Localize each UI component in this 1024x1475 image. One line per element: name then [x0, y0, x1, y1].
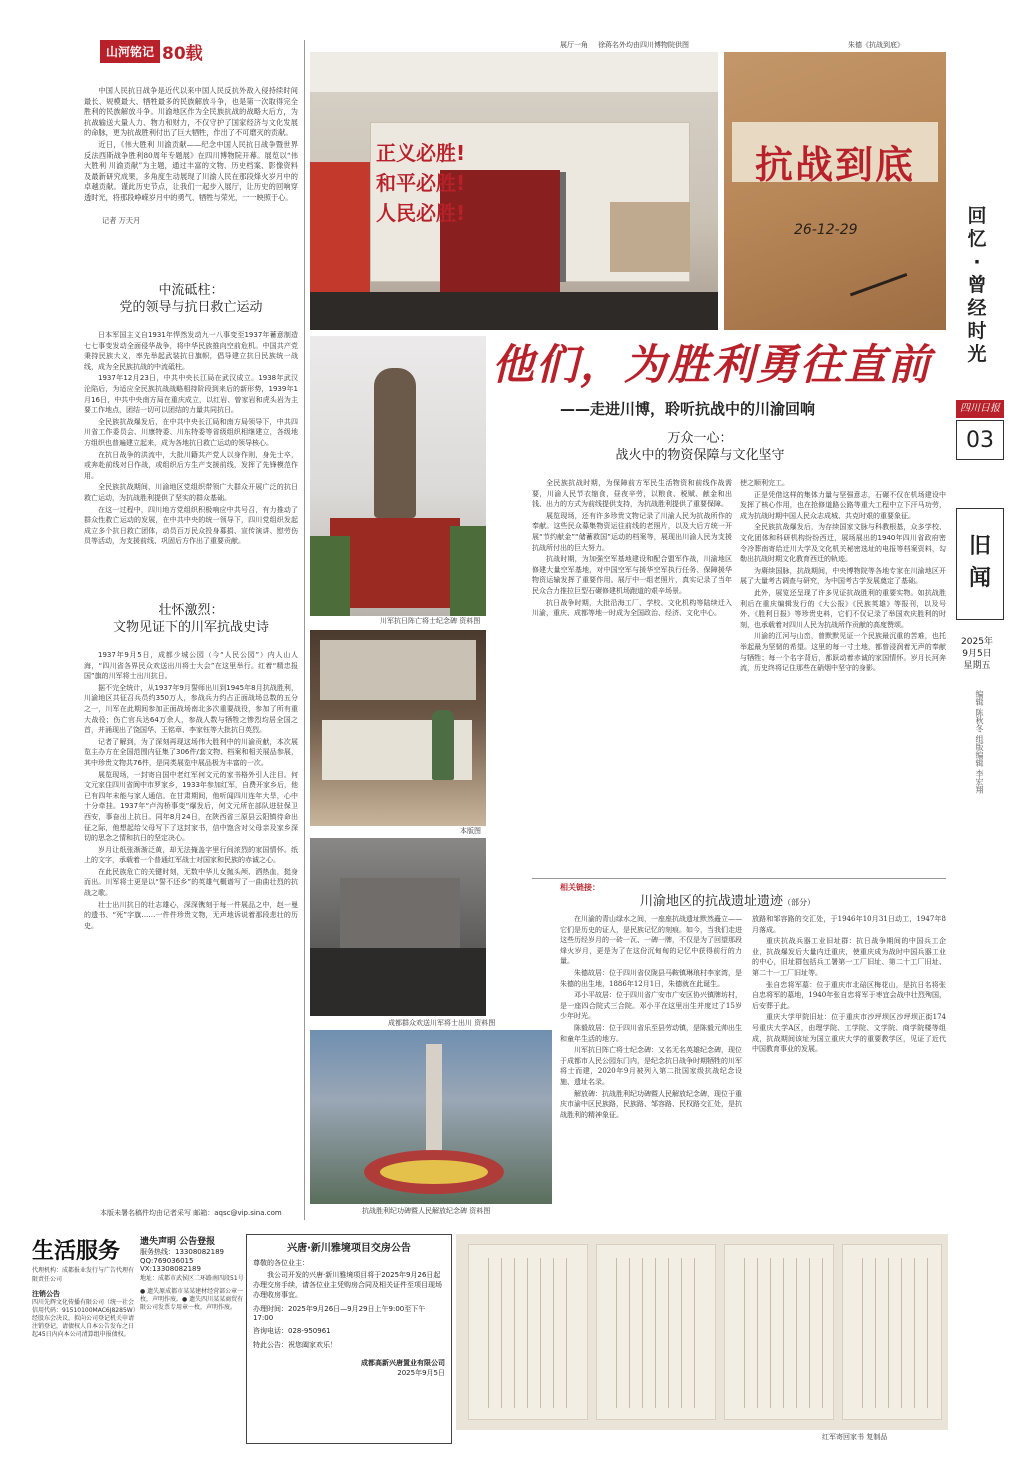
statue-caption: 川军抗日阵亡将士纪念碑 资料图: [380, 617, 481, 625]
announcement-greeting: 尊敬的各位业主：: [253, 1259, 309, 1267]
section3-paragraph: 抗日战争时期，大批沿海工厂、学校、文化机构等陆续迁入川渝，重庆、成都等地一时成为全国政治、经济、文化中心。: [532, 598, 732, 618]
statue-photo: [310, 336, 486, 616]
page-footnote: 本版未署名稿件均由记者采写 邮箱：aqsc@vip.sina.com: [100, 1209, 282, 1217]
section1-paragraph: 全民族抗战期间，川渝地区党组织带领广大群众开展广泛的抗日救亡运动，为抗战胜利提供了坚实的群众基础。: [84, 483, 298, 502]
announcement-title: 兴唐·新川雅境项目交房公告: [287, 1243, 411, 1254]
section2-paragraph: 在此民族危亡的关键时刻，无数中华儿女抛头颅、洒热血，挺身而出。川军将士更是以“誓不还乡”的英雄气概谱写了一曲曲壮烈的抗战之歌。: [84, 867, 298, 898]
section1-paragraph: 全民族抗战爆发后，在中共中央长江局和南方局领导下，中共四川省工作委员会、川康特委、川东特委等省级组织相继建立，各级地方组织也普遍建立起来，成为各地抗日救亡运动的领导核心。: [84, 417, 298, 447]
section2-paragraph: 展览现场，一封寄自国中老红军何文元的家书格外引人注目。何文元家住四川省阆中市罗家乡，1933年参加红军，自费开家乡后，他已有四年未能与家人通信。在甘肃期间，他听闻四川连年大旱，心中十分牵挂。1937年“卢沟桥事变”爆发后，何文元所在部队进驻保卫西安，事奋出上抗日。同年8月24日，在陕西省三原县云阳镇待命出征之际，他想起给父母写下了这封家书，信中饱含对父母亲及家乡深切的思念之情和抗日的坚定决心。: [84, 770, 298, 843]
rail-title-char: 经: [967, 297, 987, 319]
classifieds-phone-row: 服务热线：13308082189: [140, 1248, 224, 1256]
housing-announcement: [246, 1234, 452, 1444]
hall-sign-line: 正义必胜!: [376, 141, 466, 165]
museum-interior-photo: [310, 630, 486, 826]
links-col2: [752, 914, 946, 1056]
links-title-row: [640, 890, 815, 909]
section3-paragraph: 使之顺利完工。: [740, 479, 789, 487]
announcement-company: 成都高新兴唐置业有限公司: [361, 1359, 445, 1367]
rail-title-char: 忆: [967, 228, 987, 250]
links-paragraph: 重庆大学甲院旧址：位于重庆市沙坪坝区沙坪坝正街174号重庆大学A区，由理学院、工学院、文学院、商学院楼等组成，抗战期间该址为国立重庆大学的重要教学区，见证了近代中国教育事业的发展。: [752, 1013, 946, 1054]
section-divider: [532, 878, 946, 879]
top-right-caption: 朱德《抗战到底》: [848, 41, 904, 49]
section1-text: [84, 330, 298, 548]
rail-title-char: 回: [967, 205, 987, 227]
section3-heading: [600, 430, 800, 464]
section2-heading: [84, 602, 298, 636]
links-paragraph: 川军抗日阵亡将士纪念碑：又名无名英雄纪念碑，现位于成都市人民公园东门内，是纪念抗日战争时期牺牲的川军将士而建，2020年9月被列入第二批国家级抗战纪念设施、遗址名录。: [560, 1046, 742, 1086]
section2-text: [84, 650, 298, 932]
letter-caption: 红军寄回家书 复制品: [822, 1433, 888, 1441]
section3-paragraph: 全民族抗战爆发后，为存续国家文脉与科教根基，众多学校、文化团体和科研机构纷纷西迁，展场展出的1940年四川省政府密令冷葬南寄给迁川大学及文化机关秘密选址的电报等档案资料，勾勒出抗战时期文化教育西迁的轨迹。: [740, 523, 946, 564]
section2-paragraph: 据不完全统计，从1937年9月誓师出川到1945年8月抗战胜利，川渝地区共征召兵员约350万人，参战兵力约占正面战场总数的五分之一，川军在此期间参加正面战场南北多次重要战役，参加了所有重大战役；伤亡官兵达64万余人，参战人数与牺牲之惨烈均居全国之首，并涌现出了饶国华、王铭章、李家钰等大批抗日英烈。: [84, 683, 298, 735]
section3-paragraph: 正是凭借这样的集体力量与坚强意志，石碾不仅在机场建设中发挥了核心作用，也在抢修道路公路等重大工程中立下汗马功劳，成为抗战时期中国人民众志成城、共克时艰的重要象征。: [740, 490, 946, 520]
letter-photo: [456, 1234, 948, 1430]
column-divider: [304, 40, 305, 1220]
section1-paragraph: 在抗日战争的洪流中，大批川籍共产党人以身作则，身先士卒，或奔赴前线对日作战，或组织后方生产支援前线，发挥了先锋模范作用。: [84, 450, 298, 480]
date-block: [950, 636, 1004, 672]
hall-sign-line: 和平必胜!: [376, 171, 466, 195]
classifieds-vx: VX:13308082189: [140, 1265, 201, 1273]
section3-col2: [740, 478, 946, 675]
links-paragraph: 重庆抗战兵器工业旧址群：抗日战争期间的中国兵工企业，抗战爆发后大量内迁重庆，使重庆成为战时中国兵器工业的中心，旧址群包括兵工署第一工厂旧址、第二十工厂旧址、第二十一工厂旧址等。: [752, 937, 946, 977]
section3-paragraph: 川渝的江河与山峦，曾默默见证一个民族最沉重的苦难，也托举起最为坚韧的希望。这里的每一寸土地，都曾浸润着无声的奉献与牺牲；每一个名字背后，都跃动着赤诚的家国情怀。岁月长河奔流，历史终将记住那些在硝烟中坚守的身影。: [740, 632, 946, 673]
rail-column-title: [952, 205, 1002, 366]
date-year: 2025年: [961, 637, 993, 647]
monument-caption: 抗战胜利纪功碑暨人民解放纪念碑 资料图: [362, 1207, 491, 1215]
links-label: 相关链接：: [560, 883, 600, 892]
rail-title-char: 光: [967, 343, 987, 365]
section3-subtitle: 战火中的物资保障与文化坚守: [615, 448, 785, 463]
section1-subtitle: 党的领导与抗日救亡运动: [119, 300, 263, 315]
section-label-box: [956, 508, 1004, 620]
editor-credit: 编辑 陈秋冬 组版编辑 李宏翔: [975, 690, 984, 794]
museum-caption: 本版图: [460, 827, 481, 835]
main-subheadline: ——走进川博，聆听抗战中的川渝回响: [560, 400, 816, 418]
section3-paragraph: 此外，展览还呈现了许多见证抗战胜利的重要实物。如抗战胜利后在重庆编辑发行的《大公报》《民族英雄》等报刊，以及号外、《胜利日报》等珍贵史料，它们不仅记录了举国欢庆胜利的时刻，也承载着对四川人民为抗战所作贡献的高度赞颂。: [740, 588, 946, 629]
intro-paragraph-2: 近日，《伟大胜利 川渝贡献——纪念中国人民抗日战争暨世界反法西斯战争胜利80周年专题展》在四川博物院开幕。展览以“伟大胜利 川渝贡献”为主题，通过丰富的文物、历史档案、影像资料及最新研究成果，多角度生动展现了川渝人民在那段烽火岁月中的卓越贡献。谨此历史节点，让我们一起步入展厅，让历史的回响穿透时光，将那段峥嵘岁月中的勇气、牺牲与荣光，一一映照于心。: [84, 139, 298, 202]
date-month-day: 9月5日: [962, 649, 992, 659]
section3-paragraph: 为赓续国脉，抗战期间，中央博物院等各地专家在川渝地区开展了大量考古调查与研究，为中国考古学发展奠定了基础。: [740, 566, 946, 586]
section-label-char: 闻: [968, 566, 991, 591]
section2-paragraph: 岁月让纸张渐渐泛黄，却无法掩盖字里行间浓烈的家国情怀。纸上的文字，承载着一个普通红军战士对国家和民族的赤诚之心。: [84, 845, 298, 865]
kangzhan-poster-photo: [724, 52, 946, 330]
date-weekday: 星期五: [963, 661, 991, 671]
classifieds-left: [32, 1234, 138, 1444]
notice-title: 注销公告: [32, 1290, 60, 1298]
rail-title-char: 时: [967, 320, 987, 342]
intro-text: [84, 86, 298, 227]
links-paragraph: 解放碑：抗战胜利纪功碑暨人民解放纪念碑，现位于重庆市渝中区民族路，民族路、邹容路、民权路交汇处，是抗战胜利的精神象征。: [560, 1089, 742, 1119]
classifieds-qq: QQ:769036015: [140, 1257, 194, 1265]
classifieds-address: 地址：成都市武侯区二环路南四段51号: [140, 1275, 244, 1282]
intro-byline: 记者 万天月: [102, 215, 141, 225]
poster-date: 26-12-29: [794, 222, 858, 238]
section3-title: 万众一心：: [667, 431, 733, 446]
links-col1: [560, 914, 742, 1121]
announcement-phone: 咨询电话：028-950961: [253, 1327, 331, 1335]
classifieds-subtitle: 遗失声明 公告登报: [140, 1237, 216, 1247]
links-paragraph: 朱德故居：位于四川省仪陇县马鞍镇琳琅村李家湾，是朱德的出生地，1886年12月1日，朱德就在此诞生。: [560, 968, 742, 988]
hall-sign-line: 人民必胜!: [376, 201, 466, 225]
section2-paragraph: 壮士出川抗日的壮志雄心，深深镌刻于每一件展品之中，赵一曼的遗书、“死”字旗……一件件珍贵文物，无声地诉说着那段悲壮的历史。: [84, 900, 298, 930]
troops-march-photo: [310, 838, 486, 1016]
classifieds-right: [140, 1234, 244, 1444]
links-paragraph: 邓小平故居：位于四川省广安市广安区协兴镇牌坊村，是一座四合院式三合院。邓小平在这里出生并度过了15岁少年时光。: [560, 991, 742, 1021]
section2-title: 壮怀激烈：: [158, 603, 224, 618]
march-caption: 成都群众欢送川军将士出川 资料图: [388, 1019, 496, 1027]
lost-items: ● 遗失原成都市某某建材经营部公章一枚，声明作废。● 遗失四川某某商贸有限公司发票专用章一枚，声明作废。: [140, 1288, 244, 1311]
announcement-date: 2025年9月5日: [397, 1369, 445, 1377]
main-headline: 他们，为胜利勇往直前: [492, 340, 933, 389]
classifieds-agency: 代理机构：成都报业发行与广告代理有限责任公司: [32, 1267, 135, 1283]
announcement-time: 办理时间：2025年9月26日—9月29日上午9:00至下午17:00: [253, 1305, 426, 1322]
top-left-caption: 展厅一角: [560, 41, 588, 49]
series-badge: [100, 40, 203, 62]
section1-paragraph: 1937年12月23日，中共中央长江局在武汉成立。1938年武汉沦陷后，为适应全民族抗战战略相持阶段到来后的新形势，1939年1月16日，中共中央南方局在重庆成立，以红岩、曾家岩和虎头岩为主要工作地点，团结一切可以团结的力量共同抗日。: [84, 374, 298, 415]
links-title: 川渝地区的抗战遗址遗迹: [640, 894, 784, 909]
section1-paragraph: 在这一过程中，四川地方党组织积极响应中共号召，有力推动了群众性救亡运动的发展，在中共中央的统一领导下，四川党组织发起成立多个抗日救亡团体，动员百万民众投身募捐、宣传演讲、慰劳伤员等活动，为支援前线、巩固后方作出了重要贡献。: [84, 505, 298, 546]
section2-paragraph: 记者了解到，为了深刻再现这场伟大胜利中的川渝贡献，本次展览主办方在全国范围内征集了306件/套文物、档案和相关展品参展，其中珍贵文物共76件，是同类展览中展品极为丰富的一次。: [84, 737, 298, 767]
notice-text: 四川先辉文化传播有限公司（统一社会信用代码：91510100MAC6J8285W）经股东会决议，拟向公司登记机关申请注销登记，请债权人自本公告发布之日起45日内向本公司清算组申报债权。: [32, 1299, 136, 1338]
signature-mark: [841, 248, 908, 297]
section2-subtitle: 文物见证下的川军抗战史诗: [112, 620, 269, 635]
section3-col1: [532, 478, 732, 620]
rail-title-char: ·: [973, 251, 981, 273]
exhibition-hall-photo: [310, 52, 718, 330]
section3-paragraph: 全民族抗战时期，为保障前方军民生活物资和前线作战需要，川渝人民节衣缩食，昼夜辛劳，以粮食、税赋、献金和出钱、出力的方式为前线提供支持，为抗战胜利提供了重要保障。: [532, 479, 732, 509]
links-title-suffix: （部分）: [783, 898, 816, 907]
series-badge-label: 山河铭记: [100, 40, 160, 63]
links-paragraph: 张自忠将军墓：位于重庆市北碚区梅花山，是抗日名将张自忠将军的墓地，1940年张自忠将军于枣宜会战中壮烈殉国，后安葬于此。: [752, 980, 946, 1010]
section3-paragraph: 抗战时期，为加强空军基地建设和配合盟军作战，川渝地区修建大量空军基地，对中国空军与援华空军执行任务、保障援华物资运输发挥了重要作用。展厅中一组老照片，真实记录了当年民众合力推拉巨型石碾修建机场跑道的艰辛场景。: [532, 555, 732, 595]
rail-title-char: 曾: [967, 274, 987, 296]
section1-paragraph: 日本军国主义自1931年悍然发动九一八事变至1937年蓄意制造七七事变发动全面侵华战争，将中华民族推向空前危机。中国共产党秉持民族大义，率先举起武装抗日旗帜，倡导建立抗日民族统一战线，成为全民族抗战的中流砥柱。: [84, 331, 298, 371]
top-center-caption: 徐蒋名外均由四川博物院供图: [598, 41, 689, 49]
announcement-body: 我公司开发的兴唐·新川雅境项目将于2025年9月26日起办理交房手续，请各位业主凭购房合同及相关证件至项目现场办理收房事宜。: [253, 1271, 442, 1299]
intro-paragraph-1: 中国人民抗日战争是近代以来中国人民反抗外敌入侵持续时间最长、规模最大、牺牲最多的民族解放斗争，也是第一次取得完全胜利的民族解放斗争。川渝地区作为全民族抗战的战略大后方，为抗战输送大量人力、物力和财力，不仅守护了国家经济与文化发展的命脉，更为抗战胜利付出了巨大牺牲，作出了不可磨灭的贡献。: [84, 86, 298, 138]
links-paragraph: 陈毅故居：位于四川省乐至县劳动镇，是陈毅元帅出生和童年生活的地方。: [560, 1023, 742, 1043]
links-paragraph: 放路和邹容路的交汇处，于1946年10月31日动工，1947年8月落成。: [752, 915, 946, 934]
paper-logo: 四川日报: [956, 400, 1004, 418]
classifieds-title: 生活服务: [32, 1239, 121, 1264]
page-number: 03: [956, 420, 1004, 460]
series-badge-number: 80载: [162, 43, 203, 64]
links-paragraph: 在川渝的青山绿水之间，一座座抗战遗址默然矗立——它们是历史的证人，是民族记忆的刻痕。如今，当我们走进这些历经岁月的一砖一瓦、一碑一牌，不仅是为了回望那段烽火岁月，更是为了在这份沉甸甸的记忆中获得前行的力量。: [560, 915, 742, 966]
section1-heading: [84, 282, 298, 316]
poster-title: 抗战到底: [754, 142, 915, 187]
section3-paragraph: 展览现场，还有许多珍贵文物记录了川渝人民为抗战所作的奉献。这些民众募集物资运往前线的老照片，以及大后方统一开展“节约献金”“储蓄救国”运动的档案等，展现出川渝人民为支援抗战所付出的巨大努力。: [532, 511, 732, 552]
section2-paragraph: 1937年9月5日，成都少城公园（今“人民公园”）内人山人海，“四川省各界民众欢送出川将士大会”在这里举行。红着“精忠报国”旗的川军将士出川抗日。: [84, 651, 298, 681]
liberation-monument-photo: [310, 1030, 552, 1204]
section-label-char: 旧: [968, 534, 991, 559]
section1-title: 中流砥柱：: [158, 283, 224, 298]
announcement-closing: 特此公告：祝您阖家欢乐！: [253, 1341, 337, 1349]
